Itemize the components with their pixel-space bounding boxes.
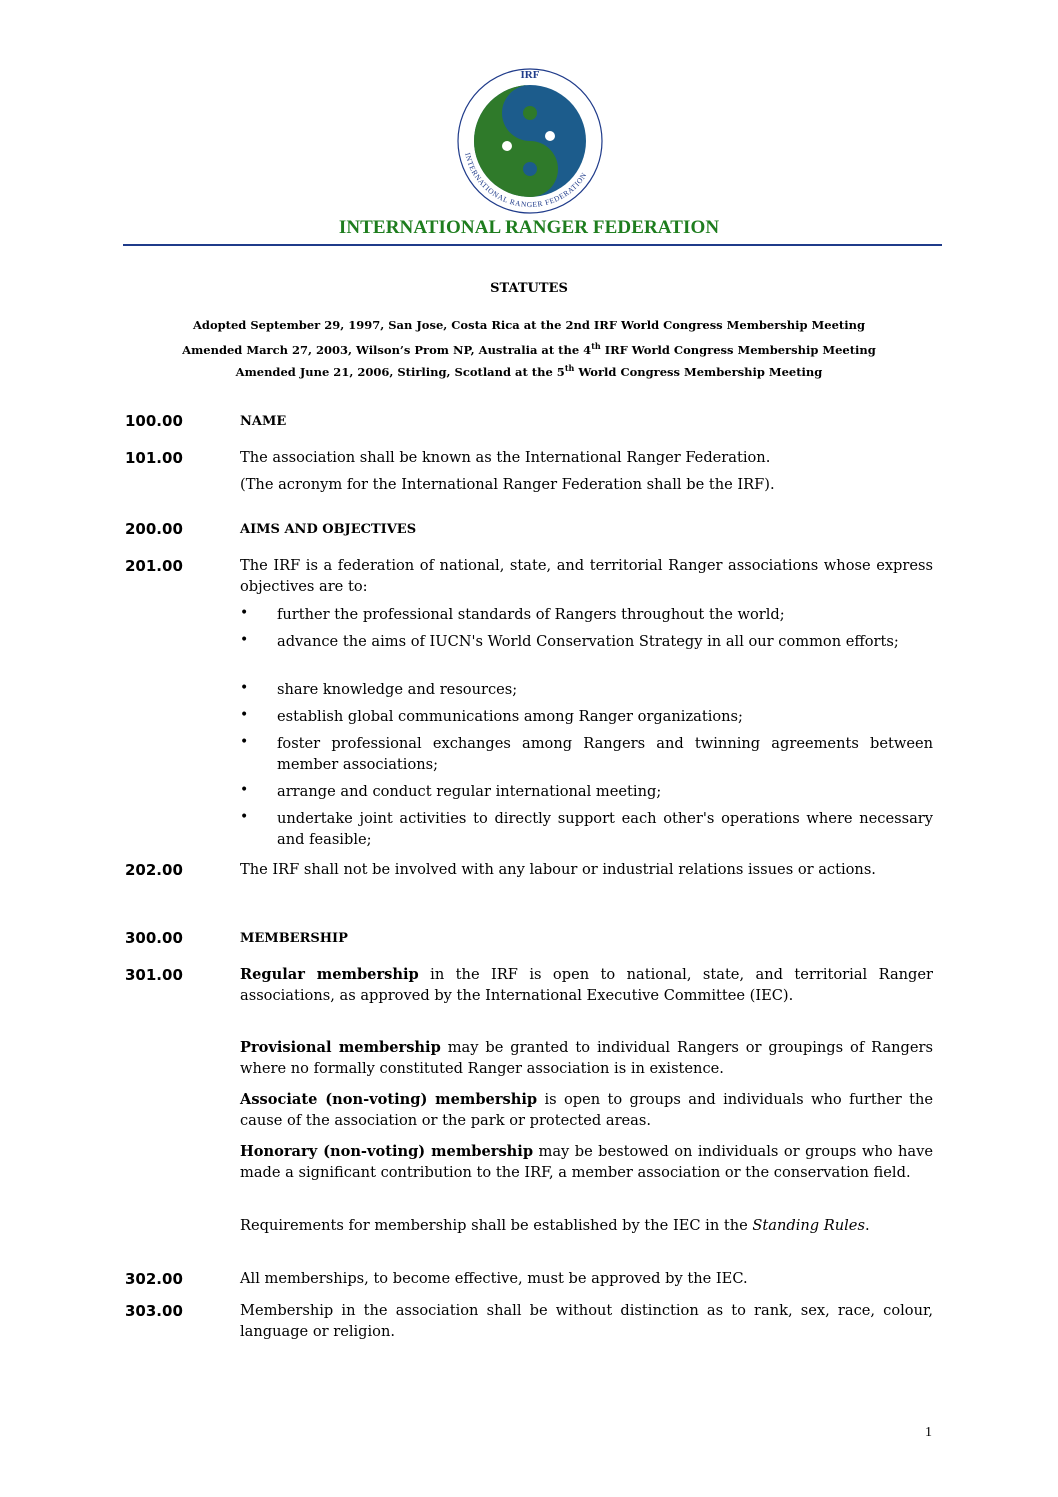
- section-text: Provisional membership may be granted to individual Rangers or groupings of Rangers where no formally constituted Ranger association is in existence.: [240, 1039, 933, 1077]
- section-text: Associate (non-voting) membership is open to groups and individuals who further the cause of the association or the park or protected areas.: [240, 1091, 933, 1129]
- section-number: 300.00: [125, 929, 183, 947]
- section-text: Requirements for membership shall be established by the IEC in the Standing Rules.: [240, 1217, 870, 1234]
- section-number: 302.00: [125, 1270, 183, 1288]
- section-number: 202.00: [125, 861, 183, 879]
- irf-logo: [455, 66, 605, 216]
- logo-top-text: IRF: [520, 69, 540, 81]
- section-number: 200.00: [125, 520, 183, 538]
- section-text: The IRF is a federation of national, state, and territorial Ranger associations whose express objectives are to:: [240, 557, 933, 595]
- section-number: 100.00: [125, 412, 183, 430]
- bullet-icon: •: [240, 680, 249, 696]
- org-title: INTERNATIONAL RANGER FEDERATION: [338, 217, 720, 238]
- section-number: 201.00: [125, 557, 183, 575]
- document-title: STATUTES: [490, 281, 568, 296]
- section-text: Honorary (non-voting) membership may be bestowed on individuals or groups who have made a significant contribution to the IRF, a member association or the conservation field.: [240, 1143, 933, 1181]
- adoption-line-3: Amended June 21, 2006, Stirling, Scotland at the 5th World Congress Membership Meeting: [235, 363, 823, 379]
- bullet-icon: •: [240, 707, 249, 723]
- section-heading: MEMBERSHIP: [240, 931, 348, 946]
- section-number: 303.00: [125, 1302, 183, 1320]
- logo-ring-text: INTERNATIONAL RANGER FEDERATION: [463, 151, 589, 210]
- header-divider: [123, 244, 942, 246]
- bullet-icon: •: [240, 782, 249, 798]
- adoption-line-1: Adopted September 29, 1997, San Jose, Costa Rica at the 2nd IRF World Congress Membership Meeting: [192, 318, 865, 332]
- list-item: undertake joint activities to directly support each other's operations where necessary and feasible;: [277, 810, 933, 848]
- adoption-line-2: Amended March 27, 2003, Wilson’s Prom NP, Australia at the 4th IRF World Congress Membership Meeting: [182, 341, 876, 357]
- section-text: The association shall be known as the International Ranger Federation.: [240, 449, 771, 466]
- section-text: The IRF shall not be involved with any labour or industrial relations issues or actions.: [240, 861, 876, 878]
- list-item: foster professional exchanges among Rangers and twinning agreements between member associations;: [277, 735, 933, 773]
- page-number: 1: [925, 1425, 932, 1440]
- list-item: advance the aims of IUCN's World Conservation Strategy in all our common efforts;: [277, 633, 899, 650]
- bullet-icon: •: [240, 632, 249, 648]
- section-text: Membership in the association shall be without distinction as to rank, sex, race, colour, language or religion.: [240, 1302, 933, 1340]
- section-heading: AIMS AND OBJECTIVES: [240, 522, 417, 537]
- bullet-icon: •: [240, 605, 249, 621]
- list-item: establish global communications among Ranger organizations;: [277, 708, 743, 725]
- section-number: 101.00: [125, 449, 183, 467]
- section-heading: NAME: [240, 414, 287, 429]
- bullet-icon: •: [240, 734, 249, 750]
- list-item: further the professional standards of Rangers throughout the world;: [277, 606, 785, 623]
- section-text: (The acronym for the International Ranger Federation shall be the IRF).: [240, 476, 775, 493]
- list-item: arrange and conduct regular international meeting;: [277, 783, 662, 800]
- bullet-icon: •: [240, 809, 249, 825]
- section-text: Regular membership in the IRF is open to national, state, and territorial Ranger associations, as approved by the International Executive Committee (IEC).: [240, 966, 934, 1004]
- section-text: All memberships, to become effective, must be approved by the IEC.: [240, 1270, 748, 1287]
- section-number: 301.00: [125, 966, 183, 984]
- list-item: share knowledge and resources;: [277, 681, 518, 698]
